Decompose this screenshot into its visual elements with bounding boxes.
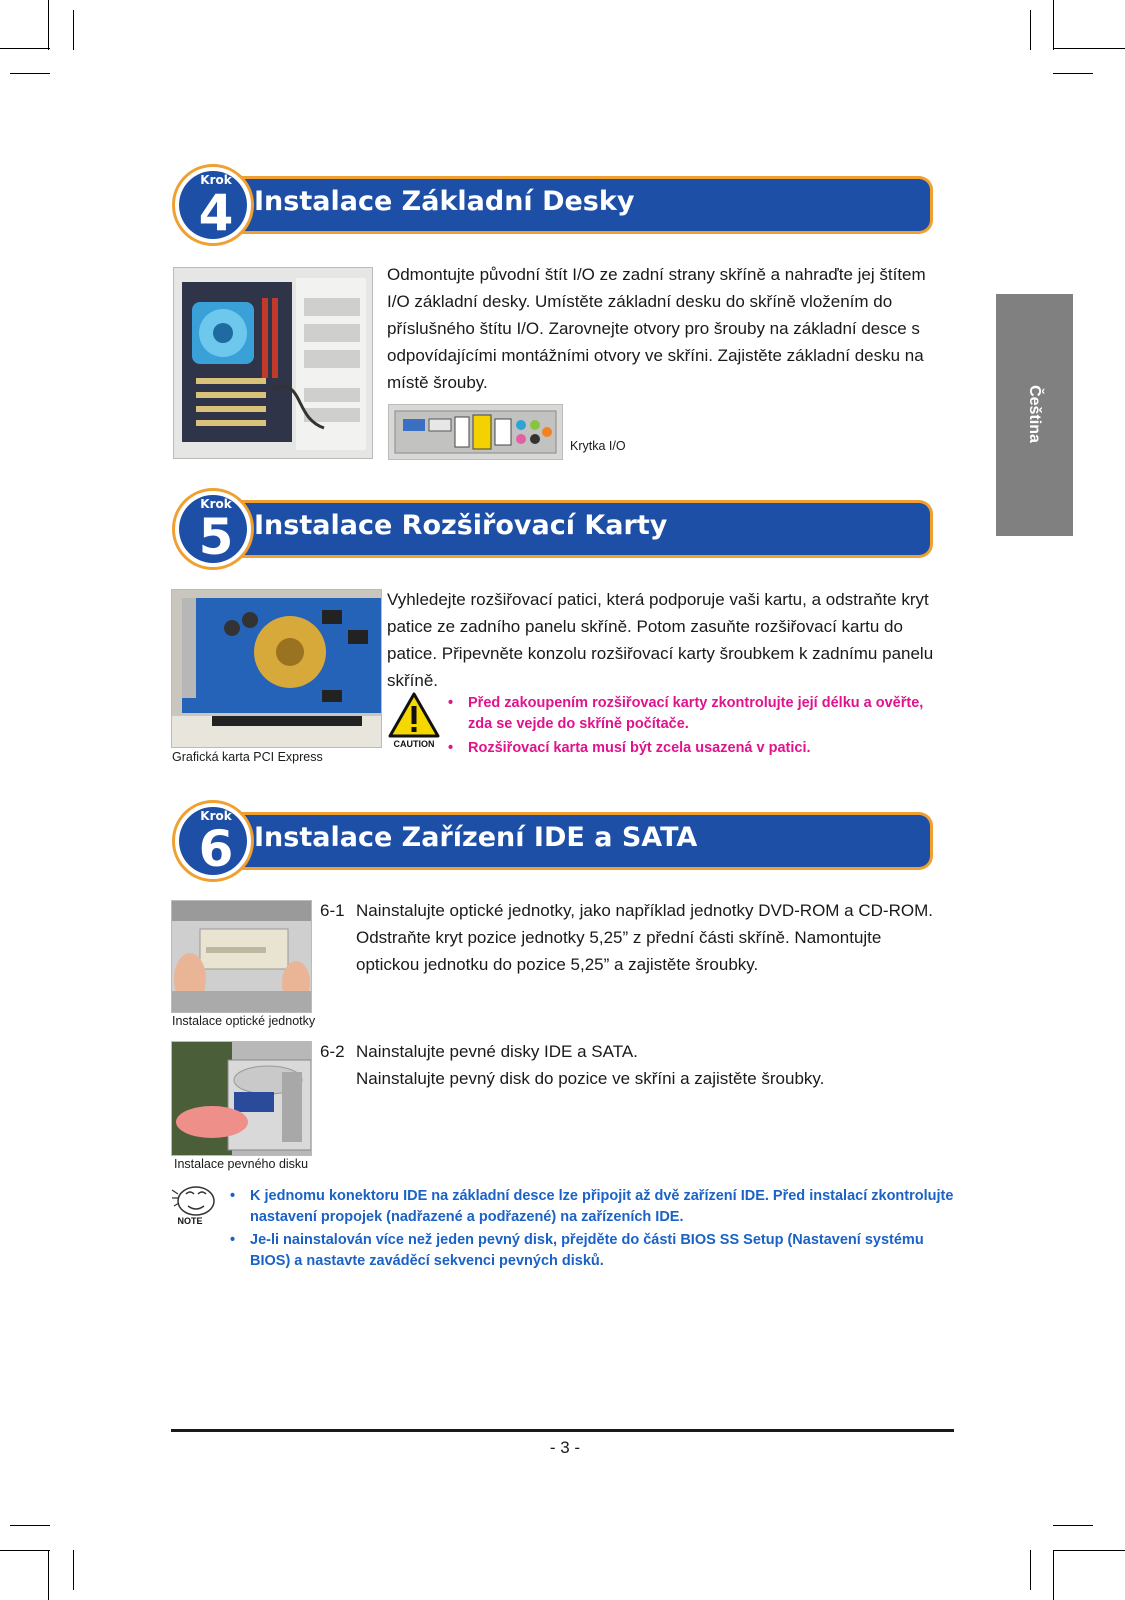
step-5-instructions: Vyhledejte rozšiřovací patici, která podporuje vaši kartu, a odstraňte kryt patice ze zadního panelu skříně. Potom zasuňte rozšiřovací kartu do patice. Připevněte konzolu rozšiřovací karty šroubkem k zadnímu panelu skříně. [387,590,934,690]
step-6-header [172,800,936,890]
optical-drive-caption: Instalace optické jednotky [172,1014,316,1028]
hard-drive-photo [171,1041,312,1156]
bullet: • [230,1188,236,1204]
step-badge [172,164,254,246]
hard-drive-caption: Instalace pevného disku [174,1157,309,1171]
step-6-2-line-2: Nainstalujte pevný disk do pozice ve skříni a zajistěte šroubky. [356,1069,825,1088]
bullet: • [230,1232,236,1248]
step-label: Krok [200,173,232,187]
step-4-instructions: Odmontujte původní štít I/O ze zadní strany skříně a nahraďte jej štítem I/O základní desky. Umístěte základní desku do skříně vložením do příslušného štítu I/O. Zarovnejte otvory pro šrouby na základní desce s odpovídajícími montážními otvory ve skříni. Zajistěte základní desku na místě šrouby. [387,265,926,392]
note-item: • K jednomu konektoru IDE na základní desce lze připojit až dvě zařízení IDE. Před instalací zkontrolujte nastavení propojek (nadřazené a podřazené) na zařízeních IDE. [230,1188,954,1225]
io-shield-photo [388,404,563,460]
step-title: Instalace Základní Desky [254,186,635,217]
step-number: 5 [198,508,234,566]
graphics-card-caption: Grafická karta PCI Express [172,750,323,764]
note-label: NOTE [177,1216,203,1226]
step-label: Krok [200,809,232,823]
graphics-card-photo [171,589,382,748]
page-number: - 3 - [549,1438,581,1457]
optical-drive-photo [171,900,312,1013]
step-label: Krok [200,497,232,511]
bullet: • [448,740,454,756]
step-badge [172,800,254,882]
io-shield-caption: Krytka I/O [570,439,626,453]
motherboard-case-photo [173,267,373,459]
step-title: Instalace Rozšiřovací Karty [254,510,668,541]
footer-divider [171,1429,954,1432]
language-side-tab [996,294,1073,536]
step-6-1-number: 6-1 [320,901,345,920]
step-4-header [172,164,936,254]
note-icon [170,1184,218,1228]
step-number: 4 [198,184,234,242]
note-item: • Je-li nainstalován více než jeden pevný disk, přejděte do části BIOS SS Setup (Nastavení systému BIOS) a nastavte zaváděcí sekvenci pevných disků. [230,1232,924,1269]
bullet: • [448,695,454,711]
caution-icon [388,692,440,752]
step-6-2-line-1: Nainstalujte pevné disky IDE a SATA. [356,1042,638,1061]
step-5-header [172,488,936,578]
caution-item: • Rozšiřovací karta musí být zcela usazená v patici. [448,738,948,759]
caution-label: CAUTION [393,739,435,749]
step-6-1-instructions: Nainstalujte optické jednotky, jako například jednotky DVD-ROM a CD-ROM. Odstraňte kryt pozice jednotky 5,25” z přední části skříně. Namontujte optickou jednotku do pozice 5,25” a zajistěte šroubky. [356,901,933,974]
step-number: 6 [198,820,234,878]
caution-item: • Před zakoupením rozšiřovací karty zkontrolujte její délku a ověřte, zda se vejde do skříně počítače. [448,695,924,732]
language-label: Čeština [1026,385,1043,443]
step-6-2-number: 6-2 [320,1042,345,1061]
step-title: Instalace Zařízení IDE a SATA [254,822,698,853]
step-badge [172,488,254,570]
